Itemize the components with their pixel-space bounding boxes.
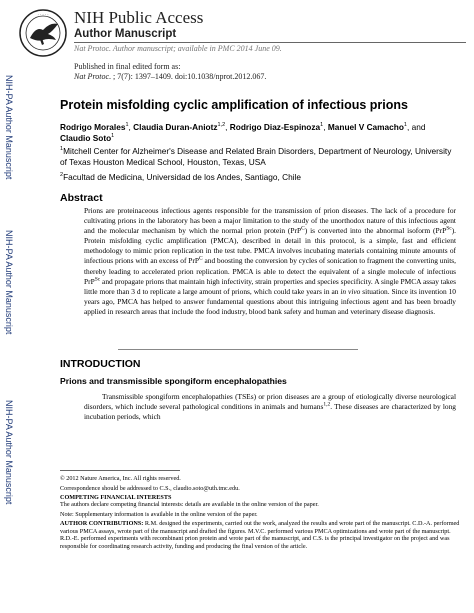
abstract-fragment: ). Protein misfolding cyclic amplification (PMCA), described in detail in this protocol, is a simple, fast and efficient methodology to mimic prion replication in the test tube. PMCA involves incubating materials containing minute amounts of infectious prions with an excess of PrP — [84, 226, 457, 266]
superscript-c: C — [301, 225, 305, 232]
introduction-paragraph — [84, 392, 456, 422]
italic-in-vivo: in vivo — [340, 286, 361, 296]
affiliation-1 — [60, 146, 460, 167]
superscript-sc: Sc — [94, 276, 101, 283]
header-title: NIH Public Access — [74, 8, 204, 27]
author-affiliation-marker: 1 — [125, 122, 129, 129]
footnote-divider — [60, 470, 180, 471]
side-label-middle: NIH-PA Author Manuscript — [4, 230, 14, 335]
supplementary-note: Note: Supplementary information is available in the online version of the paper. — [60, 511, 258, 518]
author-name: Rodrigo Diaz-Espinoza — [229, 122, 321, 132]
citation-marker: 1,2 — [323, 401, 331, 408]
abstract-fragment: and boosting the conversion by cycles of sonication to fragment the converting units, thereby leading to accelerated prion replication. PMCA is able to detect the equivalent of a single molecule of infectious PrP — [84, 256, 456, 286]
intro-fragment: Transmissible spongiform encephalopathies (TSEs) or prion diseases are a group of etiologically diverse neurological disorders, which include several pathological conditions in animals and humans — [84, 392, 456, 412]
abstract-divider — [118, 349, 358, 350]
competing-interests-heading: COMPETING FINANCIAL INTERESTS — [60, 494, 172, 501]
publication-info — [74, 62, 454, 82]
competing-interests-text: The authors declare competing financial interests: details are available in the online version of the paper. — [60, 501, 319, 508]
affiliation-2 — [60, 172, 460, 183]
affiliation-marker: 1 — [60, 146, 64, 153]
svg-text:· · · · ·: · · · · · — [37, 12, 49, 17]
nih-header — [18, 8, 468, 60]
side-label-top: NIH-PA Author Manuscript — [4, 75, 14, 180]
abstract-text — [84, 206, 456, 317]
citation-text: . ; 7(7): 1397–1409. doi:10.1038/nprot.2012.067. — [109, 72, 267, 81]
header-text-block — [74, 8, 466, 54]
author-affiliation-marker: 1 — [403, 122, 407, 129]
abstract-fragment: situation. Since its invention 10 years ago, PMCA has helped to answer fundamental questions about this intriguing infectious agent and has been broadly applied in research areas that include the food industry, blood bank safety and human and veterinary disease diagnosis. — [84, 286, 456, 316]
copyright-line: © 2012 Nature America, Inc. All rights reserved. — [60, 475, 181, 482]
hhs-eagle-seal-icon — [18, 8, 68, 58]
abstract-heading: Abstract — [60, 192, 103, 204]
introduction-heading: INTRODUCTION — [60, 358, 141, 370]
abstract-fragment: and propagate prions that maintain high infectivity, strain properties and species specificity. A single PMCA assay takes little more than 3 d to replicate a large amount of prions, which could take years in an — [84, 276, 456, 296]
affiliation-text: Mitchell Center for Alzheimer's Disease and Related Brain Disorders, Department of Neurology, University of Texas Houston Medical School, Houston, Texas, USA — [60, 146, 452, 167]
contributions-label: AUTHOR CONTRIBUTIONS: — [60, 520, 144, 527]
header-availability-note: Nat Protoc. Author manuscript; available in PMC 2014 June 09. — [74, 44, 282, 53]
journal-name: Nat Protoc — [74, 72, 110, 81]
author-list: Rodrigo Morales$^1$, Claudia Duran-Aniotz$^{1,2}$, Rodrigo Diaz-Espinoza$^1$, Manuel V Camacho$^1$, and Claudio Soto$^1$ — [60, 122, 426, 143]
affiliation-marker: 2 — [60, 172, 64, 179]
abstract-fragment: Prions are proteinaceous infectious agents responsible for the transmission of prion diseases. The lack of a procedure for cultivating prions in the laboratory has been a major limitation to the study of the unorthodox nature of this infectious agent and the molecular mechanism by which the normal prion protein (PrP — [84, 206, 456, 236]
author-affiliation-marker: 1 — [320, 122, 324, 129]
superscript-sc: Sc — [446, 225, 452, 232]
author-affiliation-marker: 1,2 — [217, 122, 226, 129]
contributions-text: R.M. designed the experiments, carried out the work, analyzed the results and wrote part of the manuscript. C.D.-A. performed various PMCA assays, wrote part of the manuscript and drafted the figures. M.V.C. performed various PMCA optimizations and wrote part of the manuscript. R.D.-E. performed experiments with recombinant prion protein and wrote part of the manuscript, and C.S. is the principal investigator on the project and was responsible for coordinating research activity, funding and producing the final version of the article. — [60, 520, 460, 550]
publication-line: Published in final edited form as: — [74, 62, 181, 71]
author-name: Claudia Duran-Aniotz — [133, 122, 218, 132]
header-subtitle: Author Manuscript — [74, 28, 177, 40]
side-label-bottom: NIH-PA Author Manuscript — [4, 400, 14, 505]
author-name: Rodrigo Morales — [60, 122, 126, 132]
superscript-c: C — [198, 256, 203, 262]
abstract-fragment: ) is converted into the abnormal isoform (PrP — [304, 226, 447, 236]
author-contributions — [60, 520, 460, 550]
intro-fragment: . These diseases are characterized by long incubation periods, which — [84, 402, 456, 422]
affiliation-text: Facultad de Medicina, Universidad de los Andes, Santiago, Chile — [63, 172, 302, 182]
article-title: Protein misfolding cyclic amplification of infectious prions — [60, 98, 408, 112]
author-conjunction: and — [411, 122, 426, 132]
publication-citation — [74, 72, 454, 82]
author-name: Manuel V Camacho — [327, 122, 404, 132]
author-name: Claudio Soto — [60, 133, 112, 143]
author-affiliation-marker: 1 — [111, 133, 115, 140]
introduction-subheading: Prions and transmissible spongiform encephalopathies — [60, 376, 287, 386]
correspondence-line: Correspondence should be addressed to C.S., claudio.soto@uth.tmc.edu. — [60, 485, 240, 492]
